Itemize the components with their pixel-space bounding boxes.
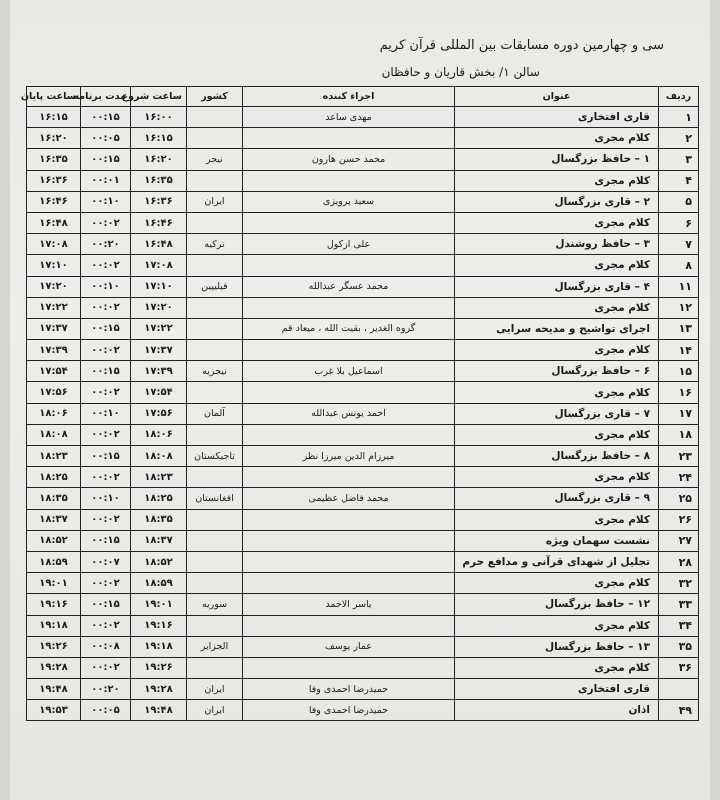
row-duration: ۰۰:۱۵: [81, 107, 131, 128]
row-number: ۲۸: [659, 551, 699, 572]
row-number: ۲۶: [659, 509, 699, 530]
row-end-time: ۱۷:۰۸: [27, 234, 81, 255]
row-performer: عمار یوسف: [243, 636, 455, 657]
row-country: [187, 467, 243, 488]
row-number: ۳۳: [659, 594, 699, 615]
row-number: ۶: [659, 212, 699, 233]
row-number: ۱۷: [659, 403, 699, 424]
row-start-time: ۱۶:۲۰: [131, 149, 187, 170]
row-end-time: ۱۸:۳۷: [27, 509, 81, 530]
row-country: نیجریه: [187, 361, 243, 382]
row-end-time: ۱۷:۱۰: [27, 255, 81, 276]
row-country: [187, 382, 243, 403]
table-row: [27, 467, 699, 488]
row-end-time: ۱۷:۳۷: [27, 318, 81, 339]
row-end-time: ۱۶:۴۶: [27, 191, 81, 212]
row-performer: [243, 170, 455, 191]
row-start-time: ۱۹:۲۸: [131, 679, 187, 700]
row-end-time: ۱۷:۲۲: [27, 297, 81, 318]
header-start-time: ساعت شروع: [131, 87, 187, 107]
row-duration: ۰۰:۰۷: [81, 551, 131, 572]
row-performer: محمد فاضل عظیمی: [243, 488, 455, 509]
table-row: [27, 509, 699, 530]
row-number: ۴۹: [659, 700, 699, 721]
row-end-time: ۱۸:۳۵: [27, 488, 81, 509]
row-end-time: ۱۶:۳۵: [27, 149, 81, 170]
row-start-time: ۱۸:۰۶: [131, 424, 187, 445]
row-start-time: ۱۸:۲۵: [131, 488, 187, 509]
row-number: ۱۲: [659, 297, 699, 318]
row-title: ۶ – حافظ بزرگسال: [455, 361, 659, 382]
row-performer: حمیدرضا احمدی وفا: [243, 679, 455, 700]
row-country: آلمان: [187, 403, 243, 424]
row-performer: [243, 509, 455, 530]
row-end-time: ۱۷:۵۶: [27, 382, 81, 403]
row-start-time: ۱۹:۰۱: [131, 594, 187, 615]
row-start-time: ۱۸:۵۲: [131, 551, 187, 572]
row-performer: گروه الغدیر ، بقیت الله ، میعاد قم: [243, 318, 455, 339]
row-end-time: ۱۸:۲۳: [27, 446, 81, 467]
row-start-time: ۱۸:۰۸: [131, 446, 187, 467]
row-country: تاجیکستان: [187, 446, 243, 467]
row-number: ۲: [659, 128, 699, 149]
row-duration: ۰۰:۱۵: [81, 446, 131, 467]
table-row: [27, 679, 699, 700]
row-end-time: ۱۹:۵۳: [27, 700, 81, 721]
row-start-time: ۱۷:۵۴: [131, 382, 187, 403]
table-row: [27, 551, 699, 572]
row-duration: ۰۰:۰۲: [81, 424, 131, 445]
table-header-row: [27, 87, 699, 107]
row-performer: [243, 424, 455, 445]
row-start-time: ۱۹:۱۶: [131, 615, 187, 636]
row-performer: [243, 573, 455, 594]
row-end-time: ۱۸:۲۵: [27, 467, 81, 488]
schedule-table: [20, 86, 699, 721]
row-title: ۱ – حافظ بزرگسال: [455, 149, 659, 170]
table-row: [27, 149, 699, 170]
row-number: ۷: [659, 234, 699, 255]
row-performer: اسماعیل بلا غرب: [243, 361, 455, 382]
row-title: کلام مجری: [455, 128, 659, 149]
row-number: ۸: [659, 255, 699, 276]
table-row: [27, 318, 699, 339]
row-title: کلام مجری: [455, 424, 659, 445]
row-start-time: ۱۹:۴۸: [131, 700, 187, 721]
row-duration: ۰۰:۱۰: [81, 191, 131, 212]
row-number: ۱: [659, 107, 699, 128]
row-number: ۳۴: [659, 615, 699, 636]
row-title: ۷ – قاری بزرگسال: [455, 403, 659, 424]
row-start-time: ۱۶:۴۸: [131, 234, 187, 255]
header-end-time: ساعت پایان: [27, 87, 81, 107]
row-title: کلام مجری: [455, 170, 659, 191]
row-start-time: ۱۶:۴۶: [131, 212, 187, 233]
row-duration: ۰۰:۰۲: [81, 297, 131, 318]
header-title: عنوان: [455, 87, 659, 107]
row-start-time: ۱۷:۳۷: [131, 340, 187, 361]
row-end-time: ۱۶:۱۵: [27, 107, 81, 128]
row-title: کلام مجری: [455, 212, 659, 233]
header-performer: اجراء کننده: [243, 87, 455, 107]
row-start-time: ۱۶:۰۰: [131, 107, 187, 128]
table-row: [27, 191, 699, 212]
row-duration: ۰۰:۱۰: [81, 276, 131, 297]
row-performer: [243, 615, 455, 636]
row-duration: ۰۰:۱۰: [81, 488, 131, 509]
row-title: قاری افتخاری: [455, 107, 659, 128]
row-performer: [243, 657, 455, 678]
row-title: ۲ – قاری بزرگسال: [455, 191, 659, 212]
row-start-time: ۱۸:۵۹: [131, 573, 187, 594]
row-end-time: ۱۹:۱۸: [27, 615, 81, 636]
row-start-time: ۱۶:۳۶: [131, 191, 187, 212]
row-duration: ۰۰:۰۲: [81, 467, 131, 488]
row-title: ۱۲ – حافظ بزرگسال: [455, 594, 659, 615]
header-duration: مدت برنامه: [81, 87, 131, 107]
row-duration: ۰۰:۰۸: [81, 636, 131, 657]
row-duration: ۰۰:۱۵: [81, 530, 131, 551]
row-title: کلام مجری: [455, 255, 659, 276]
row-end-time: ۱۹:۴۸: [27, 679, 81, 700]
row-duration: ۰۰:۰۲: [81, 255, 131, 276]
row-start-time: ۱۸:۲۳: [131, 467, 187, 488]
row-end-time: ۱۸:۵۲: [27, 530, 81, 551]
table-row: [27, 340, 699, 361]
row-end-time: ۱۷:۳۹: [27, 340, 81, 361]
row-start-time: ۱۷:۱۰: [131, 276, 187, 297]
row-country: [187, 424, 243, 445]
schedule-document: [20, 22, 698, 721]
row-duration: ۰۰:۲۰: [81, 234, 131, 255]
row-country: ایران: [187, 700, 243, 721]
row-title: کلام مجری: [455, 573, 659, 594]
row-start-time: ۱۷:۲۲: [131, 318, 187, 339]
row-performer: مهدی ساعد: [243, 107, 455, 128]
row-title: ۴ – قاری بزرگسال: [455, 276, 659, 297]
row-duration: ۰۰:۲۰: [81, 679, 131, 700]
row-performer: [243, 382, 455, 403]
row-performer: [243, 212, 455, 233]
row-performer: محمد عسگر عبدالله: [243, 276, 455, 297]
row-duration: ۰۰:۰۱: [81, 170, 131, 191]
row-start-time: ۱۷:۳۹: [131, 361, 187, 382]
document-subtitle: سالن ۱/ بخش قاریان و حافظان: [381, 65, 540, 79]
table-row: [27, 255, 699, 276]
row-title: کلام مجری: [455, 382, 659, 403]
row-country: [187, 212, 243, 233]
row-country: [187, 318, 243, 339]
row-duration: ۰۰:۰۲: [81, 573, 131, 594]
row-country: [187, 107, 243, 128]
table-row: [27, 636, 699, 657]
table-row: [27, 212, 699, 233]
row-number: ۳۲: [659, 573, 699, 594]
row-title: کلام مجری: [455, 615, 659, 636]
row-country: نیجر: [187, 149, 243, 170]
row-number: ۱۸: [659, 424, 699, 445]
row-country: [187, 340, 243, 361]
row-start-time: ۱۷:۵۶: [131, 403, 187, 424]
table-row: [27, 424, 699, 445]
row-country: [187, 128, 243, 149]
row-title: ۹ – قاری بزرگسال: [455, 488, 659, 509]
table-row: [27, 170, 699, 191]
row-duration: ۰۰:۰۲: [81, 340, 131, 361]
row-start-time: ۱۷:۲۰: [131, 297, 187, 318]
row-country: ترکیه: [187, 234, 243, 255]
table-row: [27, 446, 699, 467]
row-performer: محمد حسن هارون: [243, 149, 455, 170]
row-title: کلام مجری: [455, 340, 659, 361]
row-country: [187, 255, 243, 276]
row-end-time: ۱۸:۵۹: [27, 551, 81, 572]
row-duration: ۰۰:۰۲: [81, 212, 131, 233]
row-start-time: ۱۶:۳۵: [131, 170, 187, 191]
row-country: افغانستان: [187, 488, 243, 509]
row-duration: ۰۰:۱۵: [81, 361, 131, 382]
row-duration: ۰۰:۰۵: [81, 128, 131, 149]
row-country: ایران: [187, 191, 243, 212]
row-start-time: ۱۶:۱۵: [131, 128, 187, 149]
table-row: [27, 234, 699, 255]
row-end-time: ۱۶:۳۶: [27, 170, 81, 191]
table-row: [27, 403, 699, 424]
paper-sheet: [10, 0, 710, 800]
row-title: نشست سهمان ویژه: [455, 530, 659, 551]
row-title: ۳ – حافظ روشندل: [455, 234, 659, 255]
row-start-time: ۱۷:۰۸: [131, 255, 187, 276]
row-number: ۵: [659, 191, 699, 212]
row-start-time: ۱۹:۱۸: [131, 636, 187, 657]
row-performer: سعید پرویزی: [243, 191, 455, 212]
row-performer: میرزام الدین میرزا نظر: [243, 446, 455, 467]
row-performer: [243, 551, 455, 572]
table-row: [27, 107, 699, 128]
row-duration: ۰۰:۰۵: [81, 700, 131, 721]
row-end-time: ۱۸:۰۸: [27, 424, 81, 445]
row-title: اجرای تواشیح و مدیحه سرایی: [455, 318, 659, 339]
row-country: [187, 657, 243, 678]
row-number: ۱۱: [659, 276, 699, 297]
table-row: [27, 276, 699, 297]
table-row: [27, 488, 699, 509]
row-title: کلام مجری: [455, 297, 659, 318]
row-start-time: ۱۹:۲۶: [131, 657, 187, 678]
row-country: [187, 551, 243, 572]
row-number: ۲۷: [659, 530, 699, 551]
header-country: کشور: [187, 87, 243, 107]
row-title: ۱۳ – حافظ بزرگسال: [455, 636, 659, 657]
row-duration: ۰۰:۰۲: [81, 657, 131, 678]
table-row: [27, 594, 699, 615]
row-country: [187, 530, 243, 551]
row-title: اذان: [455, 700, 659, 721]
row-duration: ۰۰:۰۲: [81, 615, 131, 636]
row-performer: [243, 467, 455, 488]
row-performer: [243, 128, 455, 149]
row-country: سوریه: [187, 594, 243, 615]
header-row-number: ردیف: [659, 87, 699, 107]
row-number: ۲۳: [659, 446, 699, 467]
row-number: ۳۵: [659, 636, 699, 657]
row-duration: ۰۰:۱۵: [81, 149, 131, 170]
row-country: [187, 615, 243, 636]
row-duration: ۰۰:۰۲: [81, 509, 131, 530]
table-row: [27, 530, 699, 551]
row-duration: ۰۰:۱۵: [81, 318, 131, 339]
row-number: [659, 679, 699, 700]
table-body: [27, 107, 699, 721]
row-country: الجزایر: [187, 636, 243, 657]
row-number: ۲۴: [659, 467, 699, 488]
table-row: [27, 700, 699, 721]
row-country: [187, 509, 243, 530]
table-row: [27, 657, 699, 678]
row-start-time: ۱۸:۳۷: [131, 530, 187, 551]
row-country: [187, 297, 243, 318]
row-end-time: ۱۹:۲۸: [27, 657, 81, 678]
row-number: ۱۵: [659, 361, 699, 382]
row-performer: [243, 297, 455, 318]
row-end-time: ۱۶:۲۰: [27, 128, 81, 149]
row-end-time: ۱۹:۰۱: [27, 573, 81, 594]
table-row: [27, 361, 699, 382]
row-end-time: ۱۹:۱۶: [27, 594, 81, 615]
row-performer: علی ازکول: [243, 234, 455, 255]
row-performer: حمیدرضا احمدی وفا: [243, 700, 455, 721]
table-row: [27, 573, 699, 594]
row-start-time: ۱۸:۳۵: [131, 509, 187, 530]
table-row: [27, 297, 699, 318]
document-title: سی و چهارمین دوره مسابقات بین المللی قرآن کریم: [379, 38, 664, 53]
row-number: ۳: [659, 149, 699, 170]
row-end-time: ۱۷:۲۰: [27, 276, 81, 297]
row-title: کلام مجری: [455, 509, 659, 530]
row-title: قاری افتخاری: [455, 679, 659, 700]
row-end-time: ۱۷:۵۴: [27, 361, 81, 382]
row-duration: ۰۰:۰۲: [81, 382, 131, 403]
row-country: [187, 170, 243, 191]
row-end-time: ۱۸:۰۶: [27, 403, 81, 424]
table-row: [27, 382, 699, 403]
row-number: ۱۴: [659, 340, 699, 361]
row-title: ۸ – حافظ بزرگسال: [455, 446, 659, 467]
table-row: [27, 615, 699, 636]
row-number: ۲۵: [659, 488, 699, 509]
row-country: فیلیپین: [187, 276, 243, 297]
row-number: ۱۶: [659, 382, 699, 403]
row-performer: [243, 530, 455, 551]
row-end-time: ۱۹:۲۶: [27, 636, 81, 657]
row-country: [187, 573, 243, 594]
row-performer: [243, 340, 455, 361]
row-title: تجلیل از شهدای قرآنی و مدافع حرم: [455, 551, 659, 572]
table-row: [27, 128, 699, 149]
row-performer: احمد یونس عبدالله: [243, 403, 455, 424]
row-duration: ۰۰:۱۰: [81, 403, 131, 424]
row-performer: یاسر الاحمد: [243, 594, 455, 615]
row-number: ۴: [659, 170, 699, 191]
row-country: ایران: [187, 679, 243, 700]
row-performer: [243, 255, 455, 276]
row-title: کلام مجری: [455, 467, 659, 488]
row-duration: ۰۰:۱۵: [81, 594, 131, 615]
row-number: ۳۶: [659, 657, 699, 678]
row-number: ۱۳: [659, 318, 699, 339]
row-end-time: ۱۶:۴۸: [27, 212, 81, 233]
row-title: کلام مجری: [455, 657, 659, 678]
